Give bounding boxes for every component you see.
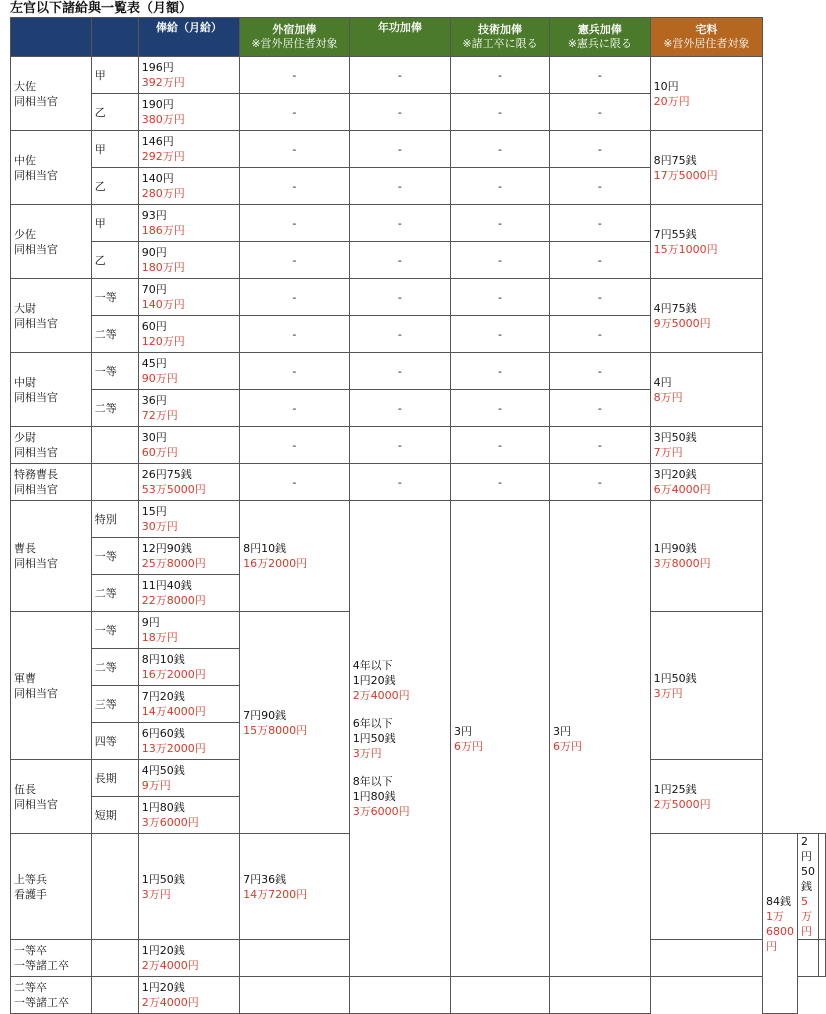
table-row	[11, 427, 826, 464]
kempei-cell: 2円50銭 5万円	[798, 834, 819, 940]
rank-cell: 中佐 同相当官	[11, 131, 92, 205]
rank-cell: 少尉 同相当官	[11, 427, 92, 464]
dash-cell: -	[451, 316, 550, 353]
gaishuku-cell: 7円90銭 15万8000円	[240, 612, 350, 834]
header-kempei: 憲兵加俸 ※憲兵に限る	[549, 18, 650, 57]
table-row	[11, 464, 826, 501]
dash-cell: -	[549, 168, 650, 205]
header-grade	[91, 18, 138, 57]
housing-cell	[549, 977, 650, 1014]
dash-cell: -	[349, 427, 450, 464]
grade-cell: 三等	[91, 686, 138, 723]
dash-cell: -	[240, 316, 350, 353]
grade-cell: 二等	[91, 316, 138, 353]
pay-cell: 12円90銭 25万8000円	[138, 538, 239, 575]
rank-cell: 特務曹長 同相当官	[11, 464, 92, 501]
grade-cell: 長期	[91, 760, 138, 797]
dash-cell: -	[240, 427, 350, 464]
housing-cell	[819, 940, 826, 977]
salary-table	[10, 17, 826, 1014]
grade-cell: 甲	[91, 57, 138, 94]
nenko-cell: 4年以下 1円20銭 2万4000円 6年以下 1円50銭 3万円 8年以下 1円80銭 3万6000円	[349, 501, 450, 977]
header-rank	[11, 18, 92, 57]
dash-cell: -	[349, 464, 450, 501]
dash-cell: -	[349, 316, 450, 353]
housing-cell: 4円 8万円	[650, 353, 762, 427]
dash-cell: -	[349, 390, 450, 427]
housing-cell: 3円50銭 7万円	[650, 427, 762, 464]
pay-cell: 93円 186万円	[138, 205, 239, 242]
page-title: 左官以下諸給與一覧表（月額）	[10, 1, 193, 16]
pay-cell: 11円40銭 22万8000円	[138, 575, 239, 612]
rank-cell: 大尉 同相当官	[11, 279, 92, 353]
pay-cell: 60円 120万円	[138, 316, 239, 353]
kempei-cell: 3円 6万円	[549, 501, 650, 977]
pay-cell: 1円20銭 2万4000円	[138, 940, 239, 977]
grade-cell	[91, 940, 138, 977]
grade-cell: 一等	[91, 279, 138, 316]
dash-cell: -	[549, 131, 650, 168]
dash-cell: -	[349, 168, 450, 205]
grade-cell	[91, 464, 138, 501]
pay-cell: 9円 18万円	[138, 612, 239, 649]
housing-cell: 1円25銭 2万5000円	[650, 760, 762, 834]
dash-cell: -	[549, 279, 650, 316]
dash-cell: -	[349, 353, 450, 390]
rank-cell: 大佐 同相当官	[11, 57, 92, 131]
table-row	[11, 501, 826, 538]
dash-cell: -	[349, 131, 450, 168]
pay-cell: 4円50銭 9万円	[138, 760, 239, 797]
dash-cell: -	[240, 353, 350, 390]
dash-cell: -	[451, 57, 550, 94]
pay-cell: 1円20銭 2万4000円	[138, 977, 239, 1014]
grade-cell: 二等	[91, 390, 138, 427]
header-pay: 俸給（月給）	[138, 18, 239, 57]
housing-cell: 3円20銭 6万4000円	[650, 464, 762, 501]
dash-cell: -	[451, 279, 550, 316]
dash-cell: -	[240, 57, 350, 94]
gaishuku-cell: 7円36銭 14万7200円	[240, 834, 350, 940]
table-row	[11, 57, 826, 94]
grade-cell: 乙	[91, 242, 138, 279]
gaishuku-cell	[240, 977, 350, 1014]
rank-cell: 二等卒 一等諸工卒	[11, 977, 92, 1014]
dash-cell: -	[349, 57, 450, 94]
gijutsu-cell: 84銭 1万6800円	[763, 834, 798, 1014]
dash-cell: -	[240, 242, 350, 279]
header-housing: 宅料 ※営外居住者対象	[650, 18, 762, 57]
grade-cell	[91, 977, 138, 1014]
grade-cell: 一等	[91, 612, 138, 649]
grade-cell: 乙	[91, 94, 138, 131]
grade-cell	[91, 427, 138, 464]
rank-cell: 少佐 同相当官	[11, 205, 92, 279]
pay-cell: 1円80銭 3万6000円	[138, 797, 239, 834]
grade-cell: 二等	[91, 575, 138, 612]
dash-cell: -	[549, 94, 650, 131]
grade-cell: 特別	[91, 501, 138, 538]
rank-cell: 伍長 同相当官	[11, 760, 92, 834]
kempei-cell	[798, 940, 819, 977]
pay-cell: 190円 380万円	[138, 94, 239, 131]
rank-cell: 軍曹 同相当官	[11, 612, 92, 760]
dash-cell: -	[549, 242, 650, 279]
dash-cell: -	[349, 94, 450, 131]
rank-cell: 上等兵 看護手	[11, 834, 92, 940]
pay-cell: 8円10銭 16万2000円	[138, 649, 239, 686]
header-nenko: 年功加俸	[349, 18, 450, 57]
housing-cell: 7円55銭 15万1000円	[650, 205, 762, 279]
table-row	[11, 205, 826, 242]
housing-cell: 4円75銭 9万5000円	[650, 279, 762, 353]
dash-cell: -	[451, 353, 550, 390]
pay-cell: 70円 140万円	[138, 279, 239, 316]
dash-cell: -	[549, 205, 650, 242]
dash-cell: -	[549, 427, 650, 464]
nenko-cell	[349, 977, 450, 1014]
rank-cell: 一等卒 一等諸工卒	[11, 940, 92, 977]
grade-cell: 甲	[91, 205, 138, 242]
dash-cell: -	[240, 279, 350, 316]
pay-cell: 45円 90万円	[138, 353, 239, 390]
dash-cell: -	[549, 353, 650, 390]
pay-cell: 90円 180万円	[138, 242, 239, 279]
grade-cell	[91, 834, 138, 940]
gaishuku-cell: 8円10銭 16万2000円	[240, 501, 350, 612]
dash-cell: -	[451, 131, 550, 168]
header-row	[11, 18, 826, 57]
dash-cell: -	[240, 168, 350, 205]
header-gaishuku: 外宿加俸 ※営外居住者対象	[240, 18, 350, 57]
nenko-cell	[650, 834, 762, 940]
dash-cell: -	[451, 205, 550, 242]
grade-cell: 短期	[91, 797, 138, 834]
pay-cell: 7円20銭 14万4000円	[138, 686, 239, 723]
table-row	[11, 279, 826, 316]
dash-cell: -	[451, 242, 550, 279]
housing-cell	[819, 834, 826, 940]
housing-cell: 8円75銭 17万5000円	[650, 131, 762, 205]
housing-cell: 1円50銭 3万円	[650, 612, 762, 760]
grade-cell: 一等	[91, 353, 138, 390]
header-gijutsu: 技術加俸 ※諸工卒に限る	[451, 18, 550, 57]
kempei-cell	[451, 977, 550, 1014]
table-row	[11, 131, 826, 168]
pay-cell: 196円 392万円	[138, 57, 239, 94]
pay-cell: 1円50銭 3万円	[138, 834, 239, 940]
pay-cell: 30円 60万円	[138, 427, 239, 464]
grade-cell: 四等	[91, 723, 138, 760]
dash-cell: -	[240, 131, 350, 168]
pay-cell: 15円 30万円	[138, 501, 239, 538]
dash-cell: -	[349, 242, 450, 279]
dash-cell: -	[549, 390, 650, 427]
dash-cell: -	[451, 168, 550, 205]
dash-cell: -	[549, 316, 650, 353]
dash-cell: -	[451, 390, 550, 427]
dash-cell: -	[240, 205, 350, 242]
dash-cell: -	[549, 464, 650, 501]
dash-cell: -	[451, 94, 550, 131]
dash-cell: -	[240, 94, 350, 131]
pay-cell: 36円 72万円	[138, 390, 239, 427]
rank-cell: 中尉 同相当官	[11, 353, 92, 427]
grade-cell: 乙	[91, 168, 138, 205]
dash-cell: -	[349, 279, 450, 316]
nenko-cell	[650, 940, 762, 977]
grade-cell: 甲	[91, 131, 138, 168]
gaishuku-cell	[240, 940, 350, 977]
dash-cell: -	[240, 390, 350, 427]
pay-cell: 140円 280万円	[138, 168, 239, 205]
dash-cell: -	[451, 427, 550, 464]
rank-cell: 曹長 同相当官	[11, 501, 92, 612]
dash-cell: -	[549, 57, 650, 94]
pay-cell: 146円 292万円	[138, 131, 239, 168]
housing-cell: 1円90銭 3万8000円	[650, 501, 762, 612]
dash-cell: -	[349, 205, 450, 242]
dash-cell: -	[451, 464, 550, 501]
dash-cell: -	[240, 464, 350, 501]
grade-cell: 一等	[91, 538, 138, 575]
pay-cell: 26円75銭 53万5000円	[138, 464, 239, 501]
housing-cell: 10円 20万円	[650, 57, 762, 131]
gijutsu-cell: 3円 6万円	[451, 501, 550, 977]
table-row	[11, 353, 826, 390]
pay-cell: 6円60銭 13万2000円	[138, 723, 239, 760]
grade-cell: 二等	[91, 649, 138, 686]
table-row	[11, 977, 826, 1014]
